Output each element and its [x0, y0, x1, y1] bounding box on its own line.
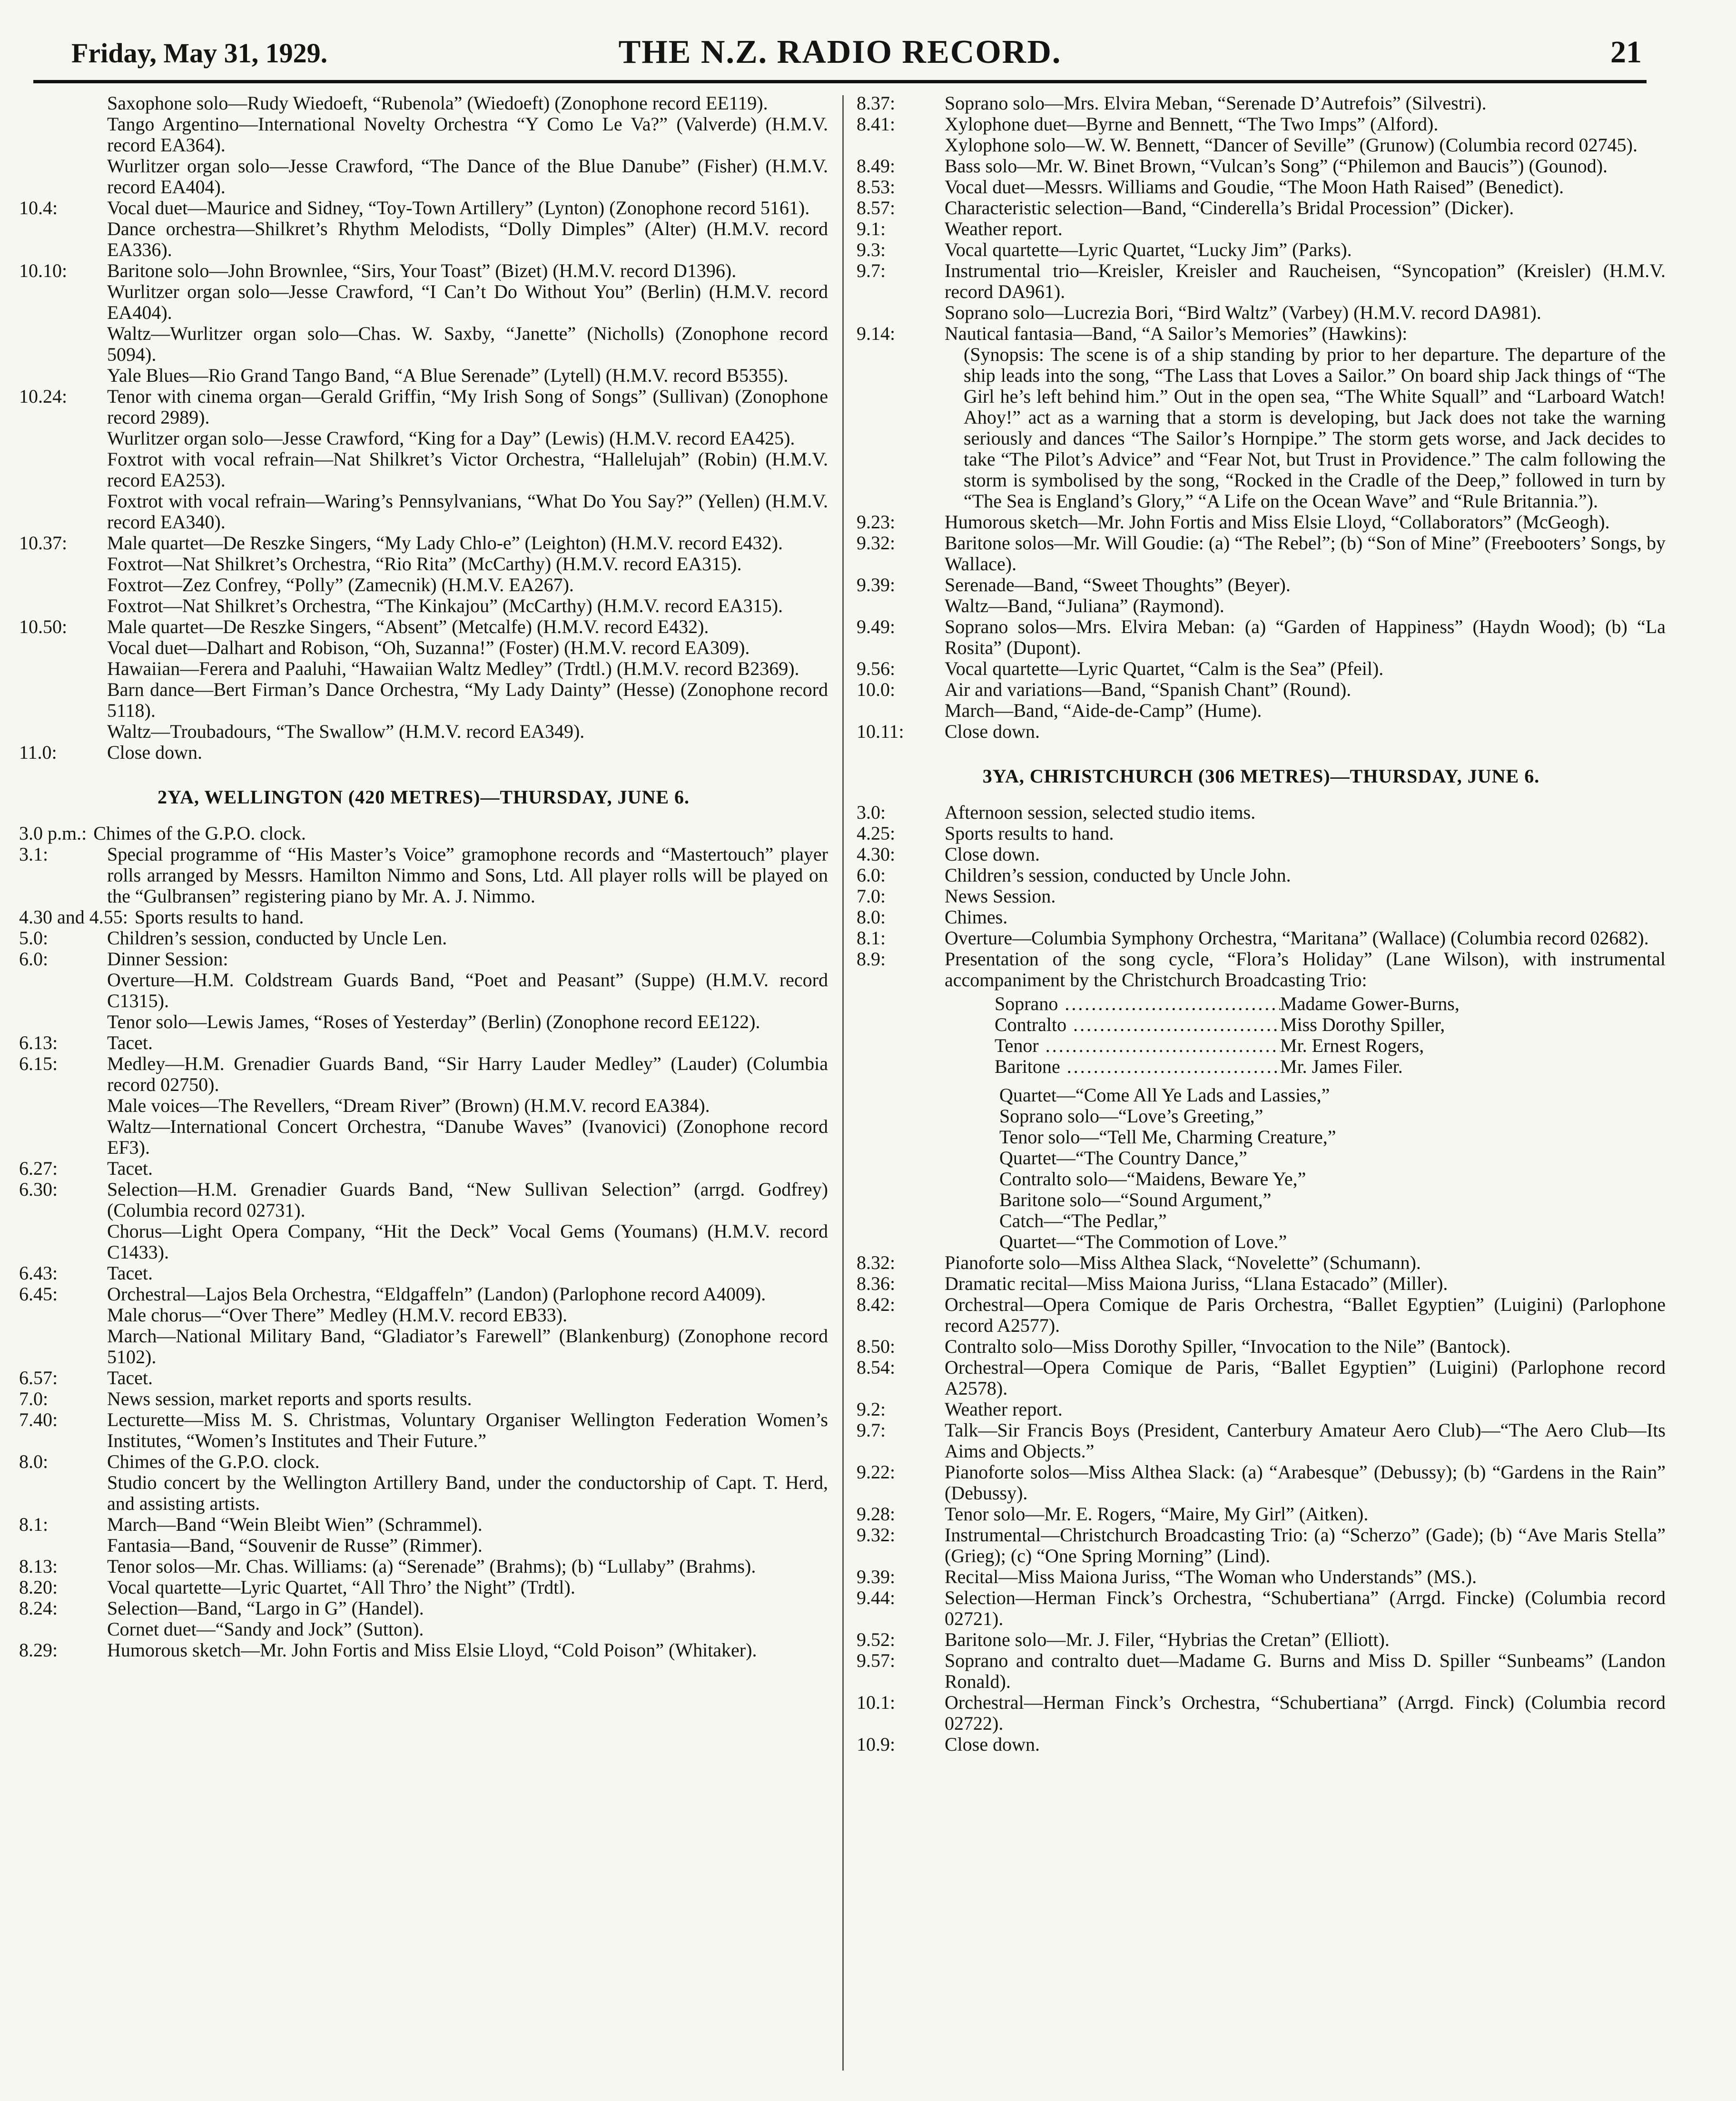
programme-description: Characteristic selection—Band, “Cinderella’s Bridal Procession” (Dicker).	[945, 197, 1514, 218]
programme-entry	[857, 1629, 1666, 1650]
programme-description: Male chorus—“Over There” Medley (H.M.V. record EB33).	[107, 1304, 568, 1326]
programme-time: 7.40:	[19, 1409, 58, 1430]
programme-entry	[19, 823, 828, 844]
programme-description: Foxtrot with vocal refrain—Waring’s Pennsylvanians, “What Do You Say?” (Yellen) (H.M.V. record EA340).	[107, 490, 828, 533]
programme-description: Vocal quartette—Lyric Quartet, “All Thro’ the Night” (Trdtl).	[107, 1576, 575, 1598]
song-cycle-item: Tenor solo—“Tell Me, Charming Creature,”	[999, 1126, 1336, 1148]
programme-description: Special programme of “His Master’s Voice” gramophone records and “Mastertouch” player rolls arranged by Messrs. Hamilton Nimmo and Sons, Ltd. All player rolls will be played on the “Gulbransen” registering piano by Mr. A. J. Nimmo.	[107, 843, 828, 907]
programme-entry	[19, 1598, 828, 1619]
programme-entry	[857, 1734, 1666, 1755]
programme-description: Tenor with cinema organ—Gerald Griffin, “My Irish Song of Songs” (Sullivan) (Zonophone record 2989).	[107, 386, 828, 428]
programme-time: 10.4:	[19, 197, 58, 218]
programme-time: 8.50:	[857, 1336, 896, 1357]
programme-entry	[19, 1472, 828, 1514]
programme-description: Pianoforte solos—Miss Althea Slack: (a) “Arabesque” (Debussy); (b) “Gardens in the Rain” (Debussy).	[945, 1461, 1666, 1504]
programme-description: News session, market reports and sports results.	[107, 1388, 472, 1409]
programme-entry	[857, 1650, 1666, 1692]
programme-entry	[857, 1399, 1666, 1420]
programme-time: 9.2:	[857, 1398, 886, 1420]
programme-time: 7.0:	[19, 1388, 49, 1409]
programme-description: Vocal duet—Messrs. Williams and Goudie, “The Moon Hath Raised” (Benedict).	[945, 176, 1564, 198]
programme-entry	[857, 1273, 1666, 1294]
programme-description: Waltz—Troubadours, “The Swallow” (H.M.V. record EA349).	[107, 721, 585, 742]
programme-description: Selection—Herman Finck’s Orchestra, “Schubertiana” (Arrgd. Fincke) (Columbia record 02721).	[945, 1587, 1666, 1629]
programme-entry	[19, 281, 828, 323]
programme-time: 6.0:	[19, 948, 49, 970]
programme-entry	[857, 700, 1666, 721]
programme-entry	[19, 742, 828, 763]
song-cycle-cast	[857, 993, 1666, 1077]
programme-entry	[857, 198, 1666, 218]
programme-description: Waltz—Band, “Juliana” (Raymond).	[945, 595, 1224, 616]
programme-entry	[857, 344, 1666, 512]
programme-entry	[857, 949, 1666, 991]
programme-description: Barn dance—Bert Firman’s Dance Orchestra, “My Lady Dainty” (Hesse) (Zonophone record 5118).	[107, 679, 828, 721]
programme-entry	[19, 1451, 828, 1472]
programme-entry	[857, 1336, 1666, 1357]
programme-description: Tenor solo—Lewis James, “Roses of Yesterday” (Berlin) (Zonophone record EE122).	[107, 1011, 760, 1032]
programme-time: 9.57:	[857, 1650, 896, 1671]
programme-description: Saxophone solo—Rudy Wiedoeft, “Rubenola” (Wiedoeft) (Zonophone record EE119).	[107, 92, 768, 114]
programme-description: Waltz—International Concert Orchestra, “Danube Waves” (Ivanovici) (Zonophone record EF3).	[107, 1116, 828, 1158]
programme-entry	[19, 595, 828, 616]
programme-description: Baritone solo—John Brownlee, “Sirs, Your Toast” (Bizet) (H.M.V. record D1396).	[107, 260, 737, 281]
programme-description: Chorus—Light Opera Company, “Hit the Deck” Vocal Gems (Youmans) (H.M.V. record C1433).	[107, 1220, 828, 1263]
programme-description: Orchestral—Opera Comique de Paris, “Ballet Egyptien” (Luigini) (Parlophone record A2578).	[945, 1357, 1666, 1399]
programme-time: 8.57:	[857, 197, 896, 218]
programme-entry	[857, 512, 1666, 533]
programme-time: 8.20:	[19, 1576, 58, 1598]
programme-entry	[19, 928, 828, 949]
programme-time: 10.10:	[19, 260, 68, 281]
song-cycle-songs	[857, 1085, 1666, 1252]
programme-entry	[19, 114, 828, 156]
programme-time: 8.9:	[857, 948, 886, 970]
programme-description: Overture—H.M. Coldstream Guards Band, “Poet and Peasant” (Suppe) (H.M.V. record C1315).	[107, 969, 828, 1011]
programme-description: Nautical fantasia—Band, “A Sailor’s Memories” (Hawkins):	[945, 323, 1408, 344]
programme-description: Tacet.	[107, 1032, 153, 1053]
programme-description: March—Band “Wein Bleibt Wien” (Schrammel).	[107, 1514, 483, 1535]
continued-programme-list-2ya	[857, 93, 1666, 742]
programme-entry	[857, 575, 1666, 595]
programme-entry	[19, 1556, 828, 1577]
programme-time: 9.7:	[857, 1419, 886, 1441]
programme-time: 10.9:	[857, 1734, 896, 1755]
programme-time: 9.56:	[857, 658, 896, 679]
programme-time: 9.28:	[857, 1503, 896, 1525]
programme-entry	[857, 1252, 1666, 1273]
programme-entry	[857, 114, 1666, 135]
programme-description: Bass solo—Mr. W. Binet Brown, “Vulcan’s Song” (“Philemon and Baucis”) (Gounod).	[945, 155, 1608, 177]
programme-time: 9.39:	[857, 574, 896, 595]
programme-entry	[19, 616, 828, 637]
cast-row	[995, 1035, 1666, 1056]
programme-description: Sports results to hand.	[134, 906, 304, 928]
programme-entry	[857, 239, 1666, 260]
programme-entry	[19, 449, 828, 491]
programme-description: Waltz—Wurlitzer organ solo—Chas. W. Saxby, “Janette” (Nicholls) (Zonophone record 5094).	[107, 323, 828, 365]
programme-entry	[857, 533, 1666, 575]
programme-entry	[19, 365, 828, 386]
programme-description: Humorous sketch—Mr. John Fortis and Miss Elsie Lloyd, “Collaborators” (McGeogh).	[945, 511, 1610, 533]
right-column	[857, 93, 1666, 1755]
cast-voice-part: Baritone .....	[995, 1056, 1280, 1077]
programme-entry	[19, 428, 828, 449]
programme-time: 9.23:	[857, 511, 896, 533]
programme-entry	[857, 1525, 1666, 1566]
station-heading-3ya: 3YA, CHRISTCHURCH (306 METRES)—THURSDAY, JUNE 6.	[982, 765, 1540, 787]
programme-time: 6.15:	[19, 1053, 58, 1074]
programme-time: 8.53:	[857, 176, 896, 198]
programme-entry	[857, 1566, 1666, 1587]
programme-entry	[19, 323, 828, 365]
programme-entry	[19, 949, 828, 970]
programme-description: Wurlitzer organ solo—Jesse Crawford, “The Dance of the Blue Danube” (Fisher) (H.M.V. record EA404).	[107, 155, 828, 198]
programme-description: Foxtrot with vocal refrain—Nat Shilkret’s Victor Orchestra, “Hallelujah” (Robin) (H.M.V. record EA253).	[107, 448, 828, 491]
programme-time: 8.1:	[19, 1514, 49, 1535]
programme-time: 10.50:	[19, 616, 68, 637]
programme-description: Baritone solo—Mr. J. Filer, “Hybrias the Cretan” (Elliott).	[945, 1629, 1390, 1650]
programme-time: 8.13:	[19, 1556, 58, 1577]
programme-time: 5.0:	[19, 927, 49, 949]
programme-time: 6.13:	[19, 1032, 58, 1053]
programme-entry	[19, 1263, 828, 1284]
programme-entry	[19, 386, 828, 428]
programme-entry	[857, 1462, 1666, 1504]
programme-description: Dramatic recital—Miss Maiona Juriss, “Llana Estacado” (Miller).	[945, 1273, 1448, 1294]
masthead-title: THE N.Z. RADIO RECORD.	[618, 34, 1062, 70]
programme-time: 8.0:	[19, 1451, 49, 1472]
programme-time: 10.24:	[19, 386, 68, 407]
programme-description: Air and variations—Band, “Spanish Chant” (Round).	[945, 679, 1351, 700]
programme-entry	[857, 1587, 1666, 1629]
programme-description: Pianoforte solo—Miss Althea Slack, “Novelette” (Schumann).	[945, 1252, 1421, 1273]
programme-description: Talk—Sir Francis Boys (President, Canterbury Amateur Aero Club)—“The Aero Club—Its Aims and Objects.”	[945, 1419, 1666, 1462]
programme-list-2ya	[19, 823, 828, 1661]
cast-voice-part: Soprano .....	[995, 993, 1280, 1014]
programme-entry	[19, 1305, 828, 1326]
programme-description: (Synopsis: The scene is of a ship standing by prior to her departure. The departure of the ship leads into the song, “The Lass that Loves a Sailor.” On board ship Jack things of “The Girl he’s left behind him.” Out in the open sea, “The White Squall” and “Larboard Watch! Ahoy!” act as a warning that a storm is developing, but Jack does not take the warning seriously and dances “The Sailor’s Hornpipe.” The storm gets worse, and Jack decides to take “The Pilot’s Advice” and “Fear Not, but Trust in Providence.” The calm following the storm is symbolised by the song, “Rocked in the Cradle of the Deep,” followed in turn by “The Sea is England’s Glory,” “A Life on the Ocean Wave” and “Rule Britannia.”).	[964, 344, 1666, 512]
cast-singer-name: Miss Dorothy Spiller,	[1280, 1014, 1445, 1035]
programme-description: Instrumental trio—Kreisler, Kreisler and Raucheisen, “Syncopation” (Kreisler) (H.M.V. record DA961).	[945, 260, 1666, 302]
programme-description: Male quartet—De Reszke Singers, “Absent” (Metcalfe) (H.M.V. record E432).	[107, 616, 709, 637]
programme-time: 8.29:	[19, 1639, 58, 1661]
programme-description: Wurlitzer organ solo—Jesse Crawford, “King for a Day” (Lewis) (H.M.V. record EA425).	[107, 427, 795, 449]
programme-list-3ya	[857, 802, 1666, 991]
programme-description: Close down.	[107, 742, 202, 763]
programme-description: Yale Blues—Rio Grand Tango Band, “A Blue Serenade” (Lytell) (H.M.V. record B5355).	[107, 365, 789, 386]
programme-time: 4.30 and 4.55:	[19, 906, 128, 928]
programme-description: Close down.	[945, 1734, 1040, 1755]
programme-description: Xylophone duet—Byrne and Bennett, “The Two Imps” (Alford).	[945, 113, 1439, 135]
programme-entry	[857, 1504, 1666, 1525]
programme-description: Male quartet—De Reszke Singers, “My Lady Chlo-e” (Leighton) (H.M.V. record E432).	[107, 532, 783, 554]
programme-entry	[857, 595, 1666, 616]
programme-description: Soprano solo—Mrs. Elvira Meban, “Serenade D’Autrefois” (Silvestri).	[945, 92, 1487, 114]
programme-entry	[857, 302, 1666, 323]
programme-entry	[857, 135, 1666, 156]
programme-description: Afternoon session, selected studio items.	[945, 802, 1256, 823]
programme-description: Dance orchestra—Shilkret’s Rhythm Melodists, “Dolly Dimples” (Alter) (H.M.V. record EA336).	[107, 218, 828, 260]
programme-entry	[19, 218, 828, 260]
programme-description: Tacet.	[107, 1262, 153, 1284]
programme-entry	[19, 93, 828, 114]
programme-description: Foxtrot—Nat Shilkret’s Orchestra, “Rio Rita” (McCarthy) (H.M.V. record EA315).	[107, 553, 742, 575]
column-divider	[842, 95, 844, 2071]
programme-time: 9.52:	[857, 1629, 896, 1650]
programme-time: 8.41:	[857, 113, 896, 135]
programme-description: March—National Military Band, “Gladiator’s Farewell” (Blankenburg) (Zonophone record 5102).	[107, 1325, 828, 1368]
programme-entry	[19, 1116, 828, 1158]
programme-entry	[19, 658, 828, 679]
programme-entry	[857, 1294, 1666, 1336]
programme-entry	[19, 156, 828, 198]
programme-entry	[857, 323, 1666, 344]
programme-description: Weather report.	[945, 1398, 1063, 1420]
programme-description: Hawaiian—Ferera and Paaluhi, “Hawaiian Waltz Medley” (Trdtl.) (H.M.V. record B2369).	[107, 658, 799, 679]
programme-time: 11.0:	[19, 742, 57, 763]
programme-description: Tenor solos—Mr. Chas. Williams: (a) “Serenade” (Brahms); (b) “Lullaby” (Brahms).	[107, 1556, 756, 1577]
programme-time: 9.3:	[857, 239, 886, 260]
programme-time: 10.37:	[19, 532, 68, 554]
programme-description: Cornet duet—“Sandy and Jock” (Sutton).	[107, 1618, 424, 1640]
song-cycle-item: Quartet—“The Country Dance,”	[999, 1147, 1247, 1169]
programme-entry	[19, 1221, 828, 1263]
programme-entry	[857, 218, 1666, 239]
programme-description: Presentation of the song cycle, “Flora’s Holiday” (Lane Wilson), with instrumental accompaniment by the Christchurch Broadcasting Trio:	[945, 948, 1666, 991]
programme-time: 8.42:	[857, 1294, 896, 1315]
programme-entry	[19, 1640, 828, 1661]
song-cycle-item: Baritone solo—“Sound Argument,”	[999, 1189, 1272, 1210]
programme-description: Instrumental—Christchurch Broadcasting Trio: (a) “Scherzo” (Gade); (b) “Ave Maris Stella” (Grieg); (c) “One Spring Morning” (Lind).	[945, 1524, 1666, 1566]
programme-description: Tacet.	[107, 1158, 153, 1179]
programme-description: Weather report.	[945, 218, 1063, 239]
programme-entry	[19, 1053, 828, 1095]
programme-entry	[19, 1326, 828, 1368]
programme-description: Studio concert by the Wellington Artillery Band, under the conductorship of Capt. T. Herd, and assisting artists.	[107, 1472, 828, 1514]
programme-time: 10.11:	[857, 721, 904, 742]
programme-time: 6.45:	[19, 1283, 58, 1305]
programme-time: 9.32:	[857, 1524, 896, 1546]
programme-description: Overture—Columbia Symphony Orchestra, “Maritana” (Wallace) (Columbia record 02682).	[945, 927, 1649, 949]
programme-entry	[857, 928, 1666, 949]
programme-entry	[19, 1032, 828, 1053]
programme-time: 9.32:	[857, 532, 896, 554]
programme-entry	[19, 1368, 828, 1388]
programme-time: 10.1:	[857, 1692, 896, 1713]
programme-description: Medley—H.M. Grenadier Guards Band, “Sir Harry Lauder Medley” (Lauder) (Columbia record 02750).	[107, 1053, 828, 1095]
programme-entry	[19, 1409, 828, 1451]
cast-row	[995, 993, 1666, 1014]
programme-entry	[19, 491, 828, 533]
programme-description: Foxtrot—Zez Confrey, “Polly” (Zamecnik) (H.M.V. EA267).	[107, 574, 574, 595]
programme-entry	[19, 260, 828, 281]
programme-description: Selection—Band, “Largo in G” (Handel).	[107, 1597, 424, 1619]
programme-entry	[19, 1619, 828, 1640]
cast-row	[995, 1014, 1666, 1035]
programme-entry	[857, 802, 1666, 823]
programme-description: March—Band, “Aide-de-Camp” (Hume).	[945, 700, 1262, 721]
programme-description: Wurlitzer organ solo—Jesse Crawford, “I Can’t Do Without You” (Berlin) (H.M.V. record EA404).	[107, 281, 828, 323]
programme-entry	[857, 1420, 1666, 1462]
programme-entry	[19, 1388, 828, 1409]
programme-time: 6.57:	[19, 1367, 58, 1388]
programme-description: Orchestral—Lajos Bela Orchestra, “Eldgaffeln” (Landon) (Parlophone record A4009).	[107, 1283, 766, 1305]
programme-time: 3.0:	[857, 802, 886, 823]
programme-time: 9.14:	[857, 323, 896, 344]
programme-time: 6.30:	[19, 1179, 58, 1200]
programme-time: 10.0:	[857, 679, 896, 700]
cast-singer-name: Madame Gower-Burns,	[1280, 993, 1460, 1014]
programme-entry	[19, 1514, 828, 1535]
programme-time: 9.44:	[857, 1587, 896, 1608]
left-column	[19, 93, 828, 1661]
programme-time: 8.1:	[857, 927, 886, 949]
programme-description: Male voices—The Revellers, “Dream River” (Brown) (H.M.V. record EA384).	[107, 1095, 710, 1116]
programme-description: Contralto solo—Miss Dorothy Spiller, “Invocation to the Nile” (Bantock).	[945, 1336, 1511, 1357]
programme-description: Baritone solos—Mr. Will Goudie: (a) “The Rebel”; (b) “Son of Mine” (Freebooters’ Songs, by Wallace).	[945, 532, 1666, 575]
programme-list-3ya-continued	[857, 1252, 1666, 1755]
programme-entry	[19, 554, 828, 575]
programme-time: 8.0:	[857, 906, 886, 928]
programme-description: Vocal duet—Dalhart and Robison, “Oh, Suzanna!” (Foster) (H.M.V. record EA309).	[107, 637, 750, 658]
song-cycle-item: Quartet—“The Commotion of Love.”	[999, 1231, 1287, 1252]
programme-entry	[857, 616, 1666, 658]
programme-description: Fantasia—Band, “Souvenir de Russe” (Rimmer).	[107, 1535, 483, 1556]
page-header	[33, 23, 1647, 83]
programme-entry	[857, 721, 1666, 742]
programme-description: Tenor solo—Mr. E. Rogers, “Maire, My Girl” (Aitken).	[945, 1503, 1369, 1525]
programme-entry	[857, 658, 1666, 679]
programme-description: Lecturette—Miss M. S. Christmas, Voluntary Organiser Wellington Federation Women’s Institutes, “Women’s Institutes and Their Future.”	[107, 1409, 828, 1451]
song-cycle-item: Quartet—“Come All Ye Lads and Lassies,”	[999, 1084, 1330, 1106]
programme-description: Orchestral—Herman Finck’s Orchestra, “Schubertiana” (Arrgd. Finck) (Columbia record 02722).	[945, 1692, 1666, 1734]
programme-entry	[19, 1577, 828, 1598]
programme-entry	[19, 721, 828, 742]
programme-description: Chimes.	[945, 906, 1008, 928]
station-heading-2ya: 2YA, WELLINGTON (420 METRES)—THURSDAY, JUNE 6.	[157, 786, 690, 808]
page-number: 21	[1610, 35, 1642, 69]
programme-description: Recital—Miss Maiona Juriss, “The Woman who Understands” (MS.).	[945, 1566, 1477, 1587]
programme-description: News Session.	[945, 885, 1056, 907]
programme-entry	[19, 844, 828, 907]
programme-time: 8.36:	[857, 1273, 896, 1294]
programme-description: Vocal duet—Maurice and Sidney, “Toy-Town Artillery” (Lynton) (Zonophone record 5161).	[107, 197, 810, 218]
programme-entry	[857, 156, 1666, 177]
programme-entry	[857, 679, 1666, 700]
programme-description: Serenade—Band, “Sweet Thoughts” (Beyer).	[945, 574, 1291, 595]
programme-time: 8.32:	[857, 1252, 896, 1273]
programme-time: 9.49:	[857, 616, 896, 637]
programme-entry	[19, 679, 828, 721]
programme-description: Foxtrot—Nat Shilkret’s Orchestra, “The Kinkajou” (McCarthy) (H.M.V. record EA315).	[107, 595, 783, 616]
cast-singer-name: Mr. James Filer.	[1280, 1056, 1403, 1077]
programme-description: Vocal quartette—Lyric Quartet, “Calm is the Sea” (Pfeil).	[945, 658, 1384, 679]
programme-description: Chimes of the G.P.O. clock.	[107, 1451, 320, 1472]
programme-entry	[857, 907, 1666, 928]
programme-entry	[19, 907, 828, 928]
programme-entry	[19, 1284, 828, 1305]
programme-description: Dinner Session:	[107, 948, 228, 970]
programme-description: Chimes of the G.P.O. clock.	[93, 823, 306, 844]
programme-time: 9.1:	[857, 218, 886, 239]
programme-time: 7.0:	[857, 885, 886, 907]
continued-programme-list	[19, 93, 828, 763]
programme-time: 8.54:	[857, 1357, 896, 1378]
programme-time: 4.30:	[857, 843, 896, 865]
programme-entry	[857, 260, 1666, 302]
programme-entry	[857, 93, 1666, 114]
programme-entry	[19, 1011, 828, 1032]
programme-time: 9.7:	[857, 260, 886, 281]
programme-time: 6.43:	[19, 1262, 58, 1284]
programme-time: 8.49:	[857, 155, 896, 177]
cast-voice-part: Contralto .....	[995, 1014, 1280, 1035]
programme-time: 6.27:	[19, 1158, 58, 1179]
cast-voice-part: Tenor .....	[995, 1035, 1280, 1056]
cast-singer-name: Mr. Ernest Rogers,	[1280, 1035, 1424, 1056]
programme-description: Selection—H.M. Grenadier Guards Band, “New Sullivan Selection” (arrgd. Godfrey) (Columbia record 02731).	[107, 1179, 828, 1221]
programme-entry	[19, 533, 828, 554]
programme-description: Vocal quartette—Lyric Quartet, “Lucky Jim” (Parks).	[945, 239, 1352, 260]
programme-description: Close down.	[945, 843, 1040, 865]
issue-date: Friday, May 31, 1929.	[71, 38, 328, 69]
programme-description: Close down.	[945, 721, 1040, 742]
programme-description: Xylophone solo—W. W. Bennett, “Dancer of Seville” (Grunow) (Columbia record 02745).	[945, 134, 1637, 156]
programme-entry	[857, 865, 1666, 886]
programme-time: 9.22:	[857, 1461, 896, 1483]
programme-entry	[857, 1357, 1666, 1399]
programme-entry	[19, 1158, 828, 1179]
programme-entry	[857, 177, 1666, 198]
programme-entry	[19, 637, 828, 658]
programme-time: 3.1:	[19, 843, 49, 865]
programme-entry	[19, 1535, 828, 1556]
cast-row	[995, 1056, 1666, 1077]
song-cycle-item: Catch—“The Pedlar,”	[999, 1210, 1167, 1231]
programme-entry	[19, 1095, 828, 1116]
song-cycle-item: Contralto solo—“Maidens, Beware Ye,”	[999, 1168, 1306, 1189]
programme-time: 9.39:	[857, 1566, 896, 1587]
programme-time: 4.25:	[857, 823, 896, 844]
programme-time: 8.37:	[857, 92, 896, 114]
programme-entry	[857, 886, 1666, 907]
programme-time: 6.0:	[857, 864, 886, 886]
programme-entry	[19, 198, 828, 218]
programme-description: Sports results to hand.	[945, 823, 1114, 844]
programme-description: Children’s session, conducted by Uncle Len.	[107, 927, 447, 949]
programme-description: Orchestral—Opera Comique de Paris Orchestra, “Ballet Egyptien” (Luigini) (Parlophone record A2577).	[945, 1294, 1666, 1336]
programme-description: Tacet.	[107, 1367, 153, 1388]
programme-description: Tango Argentino—International Novelty Orchestra “Y Como Le Va?” (Valverde) (H.M.V. record EA364).	[107, 113, 828, 156]
song-cycle-item: Soprano solo—“Love’s Greeting,”	[999, 1105, 1263, 1127]
programme-entry	[19, 575, 828, 595]
programme-time: 8.24:	[19, 1597, 58, 1619]
programme-entry	[19, 970, 828, 1011]
programme-description: Soprano solo—Lucrezia Bori, “Bird Waltz” (Varbey) (H.M.V. record DA981).	[945, 302, 1541, 323]
programme-description: Humorous sketch—Mr. John Fortis and Miss Elsie Lloyd, “Cold Poison” (Whitaker).	[107, 1639, 757, 1661]
programme-time: 3.0 p.m.:	[19, 823, 87, 844]
programme-entry	[857, 823, 1666, 844]
programme-entry	[857, 1692, 1666, 1734]
programme-description: Soprano and contralto duet—Madame G. Burns and Miss D. Spiller “Sunbeams” (Landon Ronald).	[945, 1650, 1666, 1692]
programme-description: Soprano solos—Mrs. Elvira Meban: (a) “Garden of Happiness” (Haydn Wood); (b) “La Rosita” (Dupont).	[945, 616, 1666, 658]
programme-description: Children’s session, conducted by Uncle John.	[945, 864, 1291, 886]
programme-entry	[857, 844, 1666, 865]
programme-entry	[19, 1179, 828, 1221]
